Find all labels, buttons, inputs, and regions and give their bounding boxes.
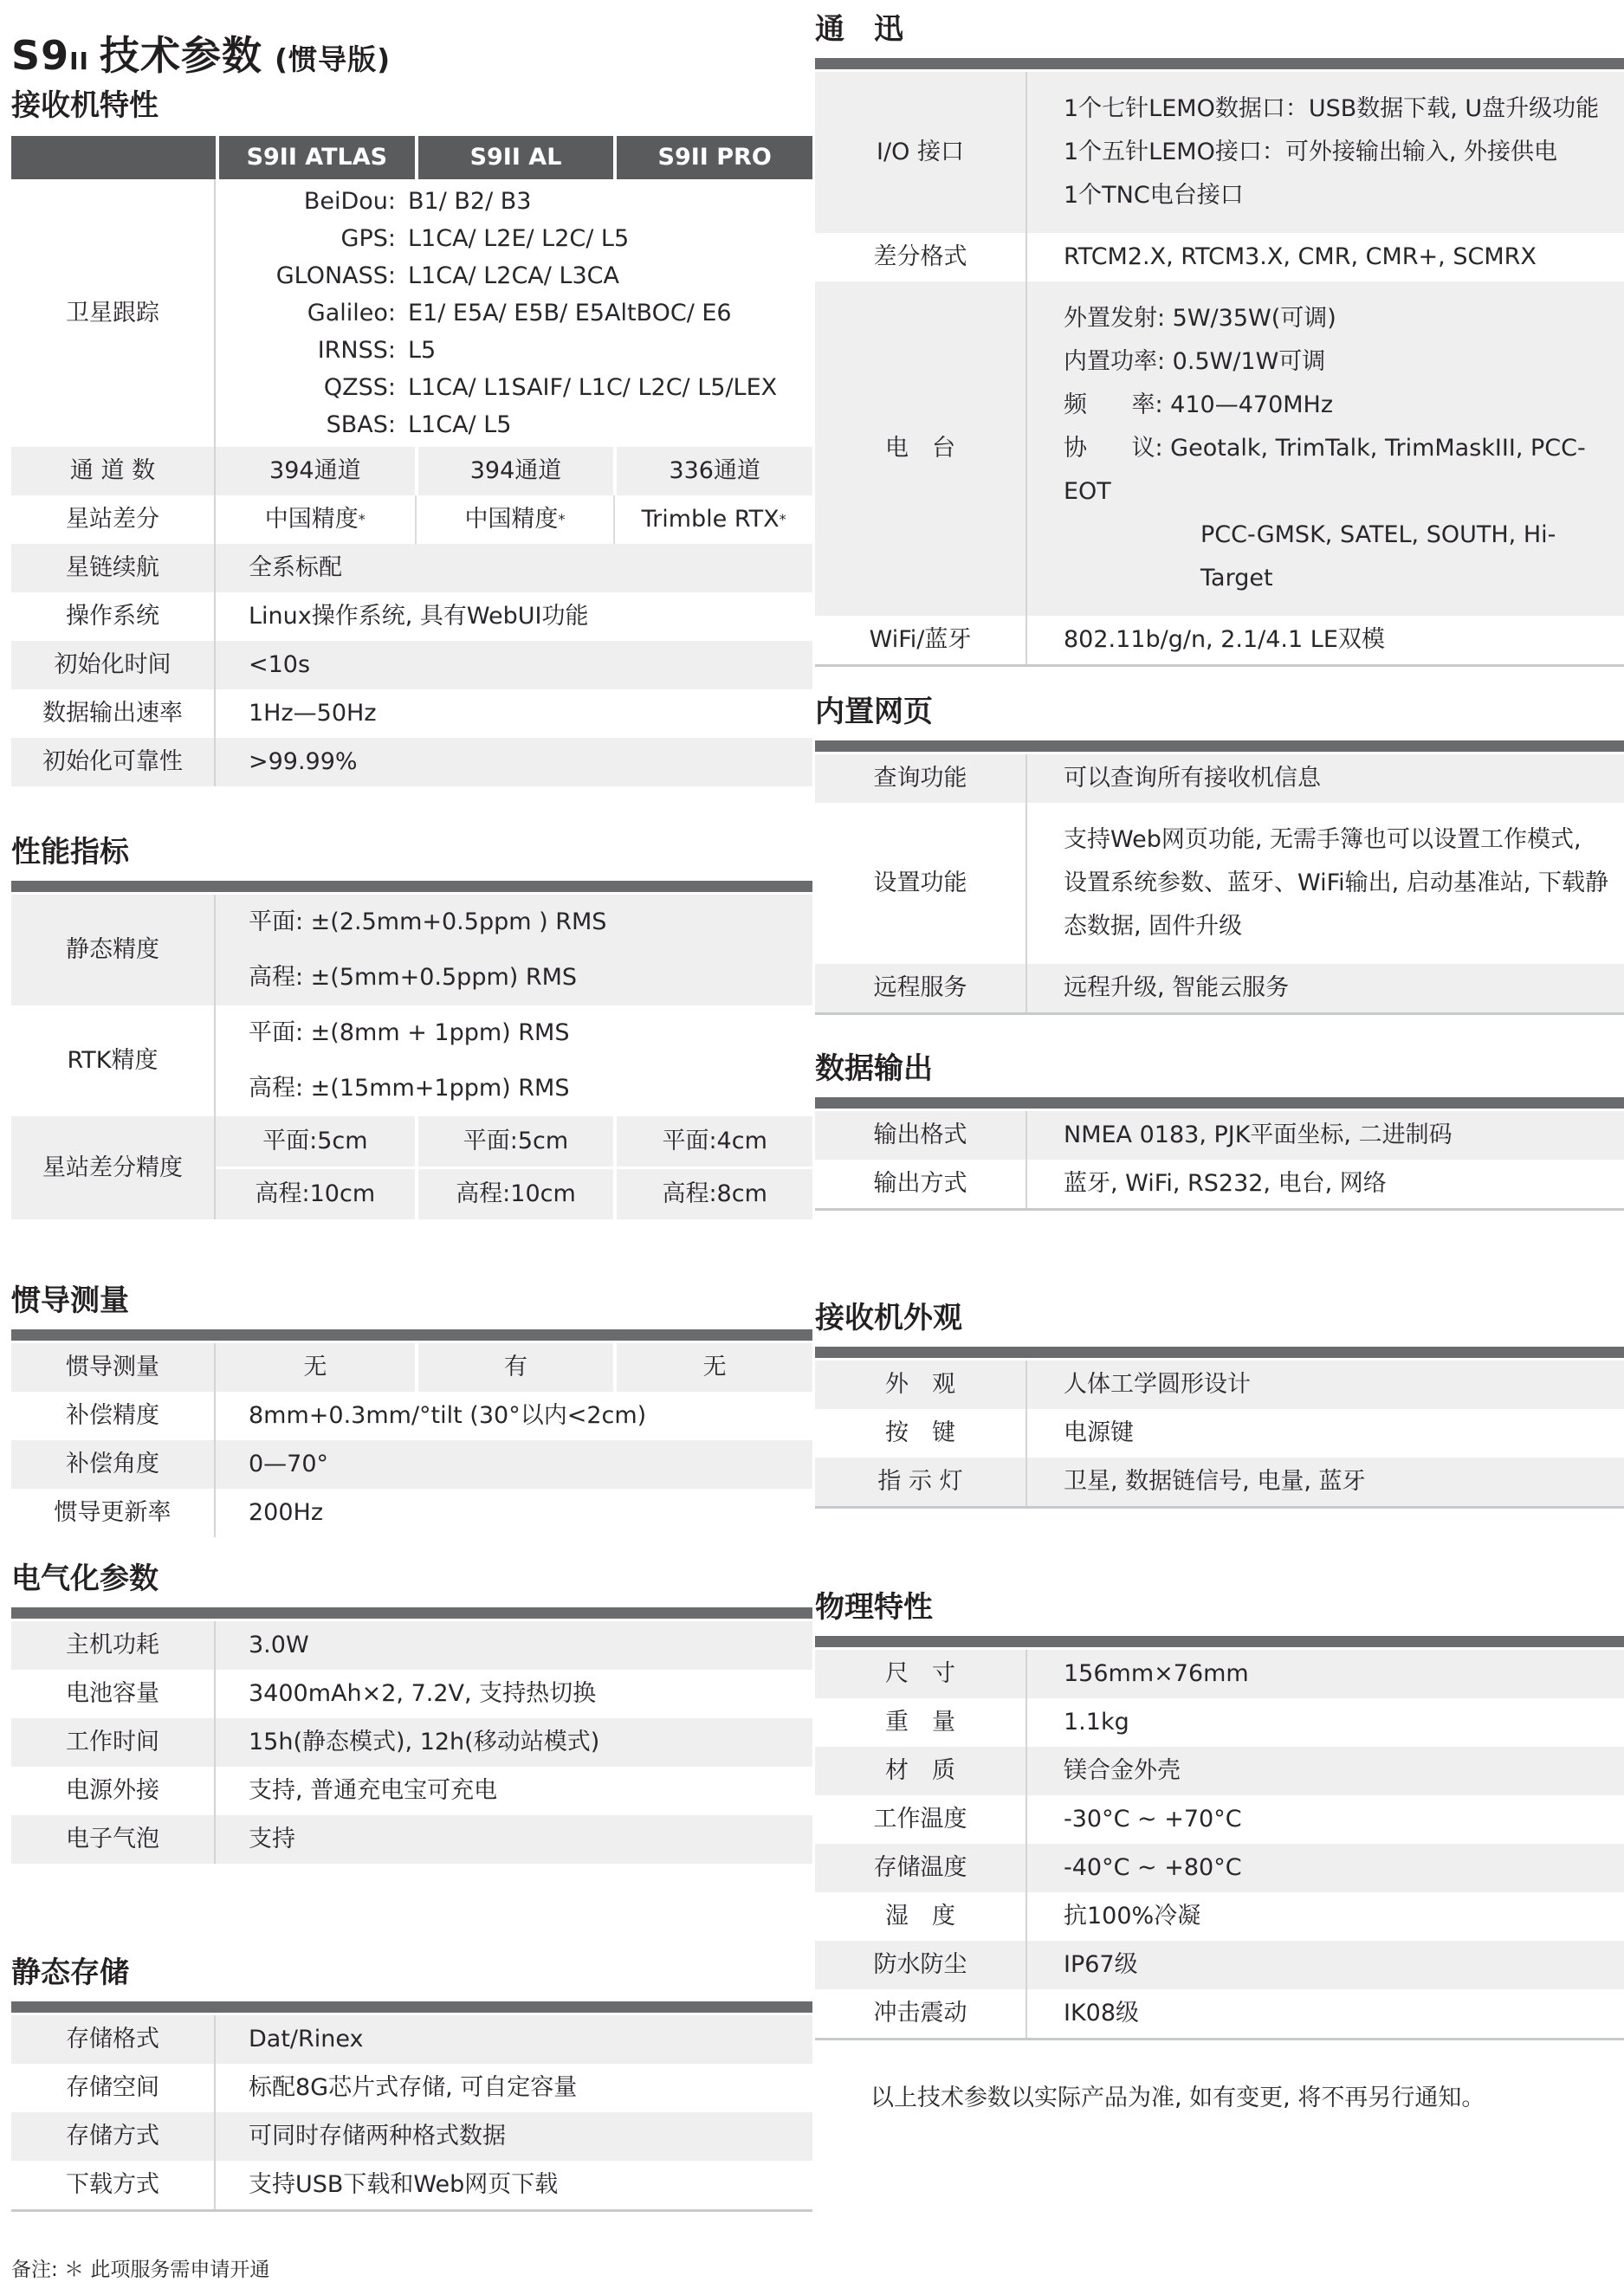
cell-value [1027, 233, 1624, 281]
cell-value [1027, 1160, 1624, 1208]
table-row [815, 281, 1624, 616]
row-label: 操作系统 [11, 592, 216, 641]
value-line: 蓝牙, WiFi, RS232, 电台, 网络 [1064, 1170, 1387, 1197]
row-label: 工作时间 [11, 1718, 216, 1767]
cell-value: 高程:10cm [216, 1169, 415, 1219]
value-line: 156mm×76mm [1064, 1660, 1249, 1687]
disclaimer-note: 以上技术参数以实际产品为准, 如有变更, 将不再另行通知。 [870, 2085, 1485, 2111]
value-line: 协 议: Geotalk, TrimTalk, TrimMaskIII, PCC-EOT [1064, 435, 1586, 505]
cell-value [1027, 1989, 1624, 2038]
section-appearance [815, 1294, 1624, 1509]
cell-value [1027, 1458, 1624, 1506]
table-row [11, 1767, 812, 1815]
section-title-bar [815, 740, 1624, 752]
cell-value: 有 [415, 1343, 614, 1392]
table-row [815, 1458, 1624, 1506]
table-row [815, 964, 1624, 1012]
cell-value [1027, 616, 1624, 664]
cell-value [1027, 964, 1624, 1012]
constellation-name: QZSS: [323, 374, 396, 401]
table-row [815, 72, 1624, 233]
constellation-bands: E1/ E5A/ E5B/ E5AltBOC/ E6 [408, 300, 732, 326]
constellation-name: IRNSS: [317, 337, 396, 364]
row-label: WiFi/蓝牙 [815, 616, 1027, 664]
cell-value [1027, 72, 1624, 233]
table-row [815, 1941, 1624, 1989]
table-row [11, 1815, 812, 1864]
table-row [815, 754, 1624, 803]
cell-value: 全系标配 [216, 544, 812, 592]
cell-value [1027, 1650, 1624, 1698]
section-performance [11, 828, 812, 1219]
cell-value: 支持, 普通充电宝可充电 [249, 1777, 498, 1805]
column-header: S9II ATLAS [216, 136, 415, 179]
cell-value: 3.0W [216, 1621, 812, 1670]
row-label: 按 键 [815, 1409, 1027, 1458]
section-title-bar [815, 1636, 1624, 1647]
row-label: 惯导更新率 [11, 1489, 216, 1537]
page-title [11, 24, 812, 81]
row-label: 主机功耗 [11, 1621, 216, 1670]
value-line: -30°C ~ +70°C [1064, 1806, 1242, 1833]
row-label: 尺 寸 [815, 1650, 1027, 1698]
row-label: 静态精度 [11, 895, 216, 1005]
section-comm [815, 5, 1624, 667]
table-row [815, 1989, 1624, 2038]
cell-value: 支持USB下载和Web网页下载 [249, 2171, 559, 2199]
value-line: 镁合金外壳 [1064, 1757, 1181, 1784]
table-row [815, 803, 1624, 964]
cell-value: 无 [613, 1343, 812, 1392]
cell-value: 1Hz—50Hz [249, 700, 377, 727]
row-label: 指 示 灯 [815, 1458, 1027, 1506]
cell-value: Trimble RTX * [613, 495, 812, 544]
footnote: 备注: ＊ 此项服务需申请开通 [11, 2259, 270, 2281]
section-title: 静态存储 [11, 1956, 129, 1990]
value-line: PCC-GMSK, SATEL, SOUTH, Hi-Target [1200, 521, 1556, 592]
table-row [815, 616, 1624, 664]
spec-table [815, 1361, 1624, 1509]
cell-value [1027, 1941, 1624, 1989]
row-label: 存储方式 [11, 2112, 216, 2161]
table-row [11, 1440, 812, 1489]
cell-value: 无 [216, 1343, 415, 1392]
section-electrical [11, 1555, 812, 1864]
row-label: 补偿精度 [11, 1392, 216, 1440]
cell-value: 高程:8cm [613, 1169, 812, 1219]
cell-value: Dat/Rinex [216, 2015, 812, 2064]
section-title: 电气化参数 [11, 1561, 159, 1596]
row-label: 数据输出速率 [11, 689, 216, 738]
table-row [815, 1844, 1624, 1892]
row-label: 惯导测量 [11, 1343, 216, 1392]
table-row [11, 2015, 812, 2064]
row-label: 电源外接 [11, 1767, 216, 1815]
table-row [11, 738, 812, 786]
tracking-line [216, 369, 812, 406]
tracking-line [216, 406, 812, 443]
product-model: S9 [11, 32, 70, 79]
row-label: 防水防尘 [815, 1941, 1027, 1989]
spec-table [815, 1111, 1624, 1211]
table-row [815, 1747, 1624, 1795]
spec-table [11, 895, 812, 1219]
table-row [11, 2064, 812, 2112]
table-row [11, 179, 812, 447]
value-line: 可以查询所有接收机信息 [1064, 765, 1321, 792]
value-line: 1个五针LEMO接口：可外接输出输入, 外接供电 [1064, 139, 1557, 165]
value-line: 平面: ±(2.5mm+0.5ppm ) RMS [249, 908, 607, 935]
section-title: 物理特性 [815, 1590, 933, 1625]
row-label: 重 量 [815, 1698, 1027, 1747]
table-row [11, 1489, 812, 1537]
row-label: 星链续航 [11, 544, 216, 592]
row-label: 初始化可靠性 [11, 738, 216, 786]
row-label: 湿 度 [815, 1892, 1027, 1941]
constellation-name: Galileo: [307, 300, 396, 326]
spec-table [11, 136, 812, 786]
cell-value: >99.99% [216, 738, 812, 786]
table-row [11, 895, 812, 1005]
table-row [11, 1718, 812, 1767]
row-label: 电池容量 [11, 1670, 216, 1718]
row-label: 通 道 数 [11, 447, 216, 495]
cell-value [1027, 754, 1624, 803]
tracking-line [216, 294, 812, 332]
row-label: 补偿角度 [11, 1440, 216, 1489]
column-header: S9II PRO [613, 136, 812, 179]
tracking-line [216, 257, 812, 294]
row-label: 存储空间 [11, 2064, 216, 2112]
cell-value [1027, 1747, 1624, 1795]
value-line: IP67级 [1064, 1951, 1138, 1978]
title-text: 技术参数 [99, 32, 262, 79]
table-row [815, 1361, 1624, 1409]
row-label: 材 质 [815, 1747, 1027, 1795]
table-row [11, 495, 812, 544]
cell-value: 中国精度 * [415, 495, 614, 544]
section-title-bar [815, 1097, 1624, 1109]
cell-value: 15h(静态模式), 12h(移动站模式) [216, 1718, 812, 1767]
table-row [11, 1005, 812, 1116]
spec-table [11, 2015, 812, 2212]
table-row [11, 1392, 812, 1440]
cell-value [1027, 803, 1624, 964]
subrow [216, 1167, 812, 1219]
section-title-bar [11, 2001, 812, 2013]
cell-value [216, 1005, 812, 1116]
cell-value [1027, 1698, 1624, 1747]
table-row [11, 592, 812, 641]
table-row [815, 1892, 1624, 1941]
cell-value: 336通道 [613, 447, 812, 495]
table-row [815, 1409, 1624, 1458]
row-label: 差分格式 [815, 233, 1027, 281]
value-line: 1.1kg [1064, 1709, 1129, 1736]
row-label: 设置功能 [815, 803, 1027, 964]
row-label: 星站差分精度 [11, 1116, 216, 1219]
row-label: 输出方式 [815, 1160, 1027, 1208]
row-label: 查询功能 [815, 754, 1027, 803]
section-title-bar [815, 58, 1624, 69]
constellation-bands: L1CA/ L2CA/ L3CA [408, 262, 619, 289]
value-line: 远程升级, 智能云服务 [1064, 974, 1290, 1001]
cell-value [1027, 1111, 1624, 1160]
tracking-line [216, 220, 812, 257]
section-receiver [11, 81, 812, 786]
table-row [11, 689, 812, 738]
table-row [11, 2161, 812, 2209]
row-label: I/O 接口 [815, 72, 1027, 233]
value-line: 抗100%冷凝 [1064, 1903, 1201, 1930]
spec-table [815, 72, 1624, 667]
cell-value [1027, 1844, 1624, 1892]
value-line: 电源键 [1064, 1419, 1134, 1446]
value-line: 频 率: 410—470MHz [1064, 391, 1334, 418]
table-row [11, 1621, 812, 1670]
value-line: 内置功率: 0.5W/1W可调 [1064, 348, 1326, 375]
value-line: 高程: ±(5mm+0.5ppm) RMS [249, 964, 578, 991]
product-generation: II [69, 47, 89, 75]
value-line: 外置发射: 5W/35W(可调) [1064, 305, 1336, 332]
section-title: 接收机外观 [815, 1301, 962, 1335]
right-column [815, 5, 1624, 2112]
row-label: 下载方式 [11, 2161, 216, 2209]
row-label: RTK精度 [11, 1005, 216, 1116]
section-ins [11, 1277, 812, 1537]
cell-value: 394通道 [415, 447, 614, 495]
value-line: 平面: ±(8mm + 1ppm) RMS [249, 1019, 570, 1046]
section-title: 数据输出 [815, 1051, 933, 1086]
section-dataout [815, 1044, 1624, 1211]
constellation-bands: B1/ B2/ B3 [408, 188, 532, 215]
row-label: 初始化时间 [11, 641, 216, 689]
cell-value: <10s [216, 641, 812, 689]
constellation-bands: L1CA/ L5 [408, 411, 512, 438]
cell-value: 200Hz [249, 1499, 324, 1527]
spec-table [11, 1621, 812, 1864]
tracking-line [216, 332, 812, 369]
constellation-bands: L1CA/ L2E/ L2C/ L5 [408, 225, 630, 252]
value-line: NMEA 0183, PJK平面坐标, 二进制码 [1064, 1122, 1453, 1148]
row-label: 存储温度 [815, 1844, 1027, 1892]
table-row [11, 641, 812, 689]
table-header-row [11, 136, 812, 179]
cell-value [1027, 1361, 1624, 1409]
row-label: 电 台 [815, 281, 1027, 616]
value-line: 802.11b/g/n, 2.1/4.1 LE双模 [1064, 626, 1385, 653]
left-column [11, 24, 812, 2282]
constellation-name: BeiDou: [303, 188, 396, 215]
row-label: 冲击震动 [815, 1989, 1027, 2038]
constellation-name: GLONASS: [275, 262, 396, 289]
cell-value [216, 895, 812, 1005]
value-line: 支持Web网页功能, 无需手簿也可以设置工作模式, 设置系统参数、蓝牙、WiFi输出, 启动基准站, 下载静态数据, 固件升级 [1064, 826, 1609, 940]
left-sections [11, 81, 812, 2212]
value-line: 1个TNC电台接口 [1064, 182, 1244, 209]
section-storage [11, 1949, 812, 2212]
value-line: IK08级 [1064, 2000, 1140, 2027]
cell-value [1027, 1795, 1624, 1844]
cell-value: 8mm+0.3mm/°tilt (30°以内<2cm) [249, 1402, 647, 1430]
table-row [11, 544, 812, 592]
value-line: 高程: ±(15mm+1ppm) RMS [249, 1075, 570, 1102]
table-row [815, 1795, 1624, 1844]
value-line: -40°C ~ +80°C [1064, 1854, 1242, 1881]
constellation-name: GPS: [340, 225, 396, 252]
table-row [815, 1698, 1624, 1747]
value-line: RTCM2.X, RTCM3.X, CMR, CMR+, SCMRX [1064, 243, 1537, 270]
cell-value [1027, 1892, 1624, 1941]
row-label: 外 观 [815, 1361, 1027, 1409]
section-title: 通 迅 [815, 12, 903, 47]
cell-value [1027, 281, 1624, 616]
section-title-bar [11, 881, 812, 892]
constellation-bands: L1CA/ L1SAIF/ L1C/ L2C/ L5/LEX [408, 374, 778, 401]
title-variant: (惯导版) [274, 42, 391, 76]
table-row [11, 1670, 812, 1718]
right-sections [815, 5, 1624, 2040]
table-row [11, 1116, 812, 1219]
row-label: 工作温度 [815, 1795, 1027, 1844]
cell-value: 可同时存储两种格式数据 [216, 2112, 812, 2161]
table-row [815, 1111, 1624, 1160]
cell-value: 中国精度 * [264, 506, 366, 533]
cell-value: 0—70° [216, 1440, 812, 1489]
section-title: 内置网页 [815, 695, 933, 729]
row-label: 存储格式 [11, 2015, 216, 2064]
section-title: 性能指标 [11, 835, 129, 869]
table-row [11, 2112, 812, 2161]
constellation-bands: L5 [408, 337, 437, 364]
section-webpage [815, 688, 1624, 1015]
spec-table [815, 754, 1624, 1015]
cell-value: 平面:4cm [613, 1116, 812, 1167]
subrow-group [216, 1116, 812, 1219]
section-title-bar [815, 1347, 1624, 1358]
satellite-tracking-list [216, 179, 812, 447]
cell-value: 394通道 [216, 447, 415, 495]
section-title: 惯导测量 [11, 1283, 129, 1318]
column-header: S9II AL [415, 136, 614, 179]
cell-value: 标配8G芯片式存储, 可自定容量 [249, 2074, 578, 2102]
table-row [815, 233, 1624, 281]
corner-header-cell [11, 136, 216, 179]
row-label: 远程服务 [815, 964, 1027, 1012]
cell-value: 平面:5cm [216, 1116, 415, 1167]
row-label: 星站差分 [11, 495, 216, 544]
spec-table [11, 1343, 812, 1537]
constellation-name: SBAS: [326, 411, 396, 438]
cell-value: Linux操作系统, 具有WebUI功能 [249, 603, 589, 630]
tracking-line [216, 183, 812, 220]
cell-value: 支持 [216, 1815, 812, 1864]
table-row [815, 1650, 1624, 1698]
value-line: 1个七针LEMO数据口：USB数据下载, U盘升级功能 [1064, 95, 1600, 122]
section-physical [815, 1583, 1624, 2040]
table-row [11, 447, 812, 495]
row-label: 卫星跟踪 [11, 179, 216, 447]
section-title-bar [11, 1329, 812, 1341]
row-label: 输出格式 [815, 1111, 1027, 1160]
cell-value: 高程:10cm [415, 1169, 614, 1219]
row-label: 电子气泡 [11, 1815, 216, 1864]
value-line: 卫星, 数据链信号, 电量, 蓝牙 [1064, 1468, 1366, 1495]
section-title-bar [11, 1607, 812, 1619]
value-line: 人体工学圆形设计 [1064, 1371, 1251, 1398]
table-row [11, 1343, 812, 1392]
subrow [216, 1116, 812, 1167]
cell-value: 平面:5cm [415, 1116, 614, 1167]
section-title: 接收机特性 [11, 88, 159, 123]
table-row [815, 1160, 1624, 1208]
spec-table [815, 1650, 1624, 2040]
cell-value: 3400mAh×2, 7.2V, 支持热切换 [249, 1680, 597, 1708]
cell-value [1027, 1409, 1624, 1458]
